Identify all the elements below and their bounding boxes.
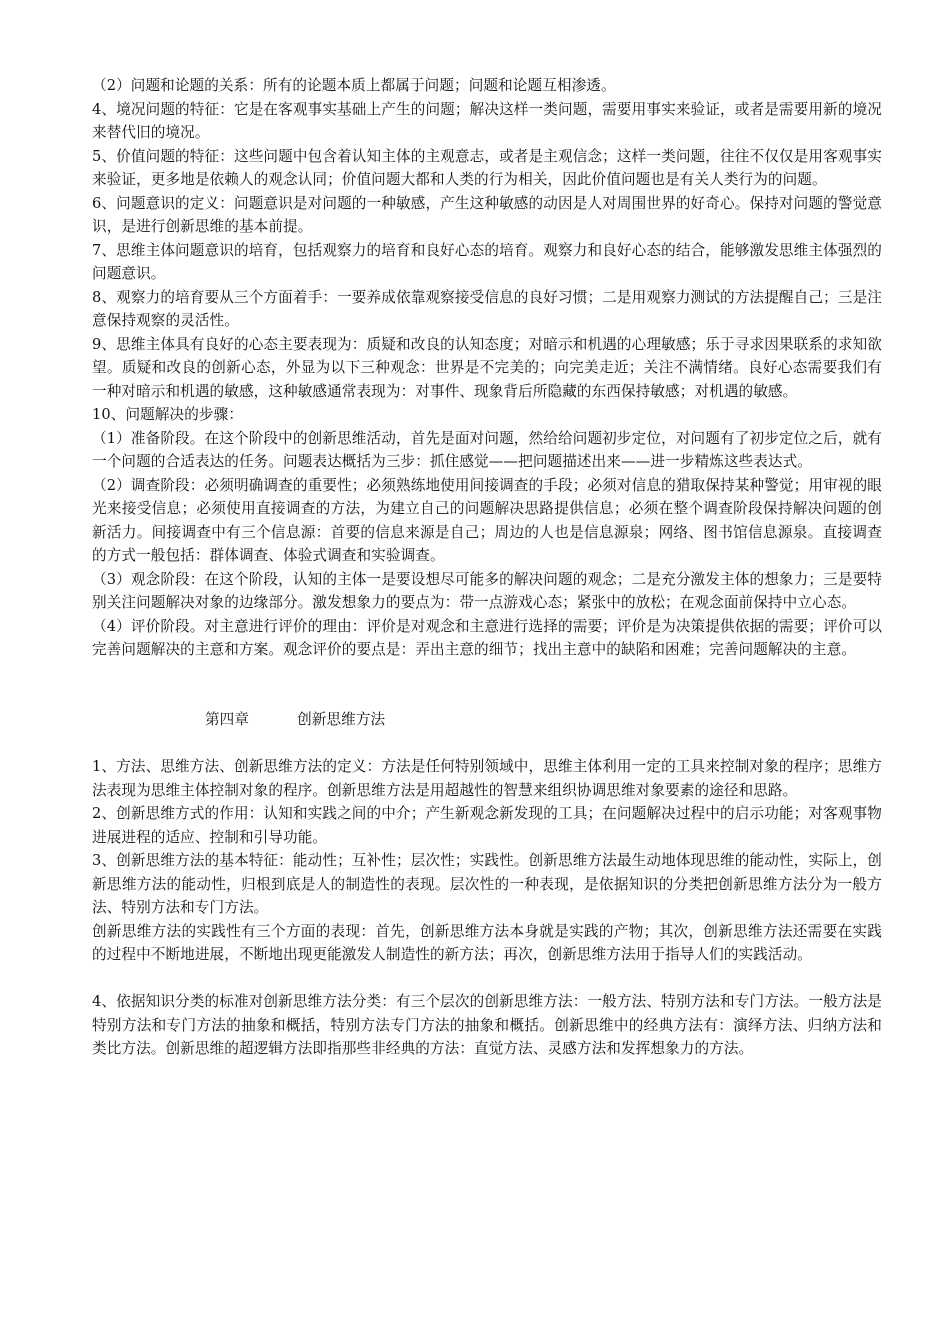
chapter-number: 第四章 (204, 711, 250, 728)
paragraph: 8、观察力的培育要从三个方面着手：一要养成依靠观察接受信息的良好习惯；二是用观察力测试的方法提醒自己；三是注意保持观察的灵活性。 (92, 288, 882, 329)
paragraph: 1、方法、思维方法、创新思维方法的定义：方法是任何特别领域中，思维主体利用一定的工具来控制对象的程序；思维方法表现为思维主体控制对象的程序。创新思维方法是用超越性的智慧来组织协调思维对象要素的途径和思路。 (92, 758, 882, 799)
paragraph: 7、思维主体问题意识的培育，包括观察力的培育和良好心态的培育。观察力和良好心态的结合，能够激发思维主体强烈的问题意识。 (92, 241, 882, 282)
paragraph: 6、问题意识的定义：问题意识是对问题的一种敏感，产生这种敏感的动因是人对周围世界的好奇心。保持对问题的警觉意识，是进行创新思维的基本前提。 (92, 194, 882, 235)
paragraph: （2）问题和论题的关系：所有的论题本质上都属于问题；问题和论题互相渗透。 (92, 77, 616, 94)
section-problem-solving (92, 74, 882, 662)
paragraph: 4、依据知识分类的标准对创新思维方法分类：有三个层次的创新思维方法：一般方法、特别方法和专门方法。一般方法是特别方法和专门方法的抽象和概括，特别方法专门方法的抽象和概括。创新思维中的经典方法有：演绎方法、归纳方法和类比方法。创新思维的超逻辑方法即指那些非经典的方法：直觉方法、灵感方法和发挥想象力的方法。 (92, 993, 882, 1057)
paragraph: 创新思维方法的实践性有三个方面的表现：首先，创新思维方法本身就是实践的产物；其次，创新思维方法还需要在实践的过程中不断地进展，不断地出现更能激发人制造性的新方法；再次，创新思维方法用于指导人们的实践活动。 (92, 922, 882, 963)
paragraph: （2）调查阶段：必须明确调查的重要性；必须熟练地使用间接调查的手段；必须对信息的猎取保持某种警觉；用审视的眼光来接受信息；必须使用直接调查的方法，为建立自己的问题解决思路提供信息；必须在整个调查阶段保持解决问题的创新活力。间接调查中有三个信息源：首要的信息来源是自己；周边的人也是信息源泉；网络、图书馆信息源泉。直接调查的方式一般包括：群体调查、体验式调查和实验调查。 (92, 476, 882, 564)
blank-line (92, 967, 882, 991)
chapter-heading (92, 685, 882, 756)
paragraph: 3、创新思维方法的基本特征：能动性；互补性；层次性；实践性。创新思维方法最生动地体现思维的能动性，实际上，创新思维方法的能动性，归根到底是人的制造性的表现。层次性的一种表现，是依据知识的分类把创新思维方法分为一般方法、特别方法和专门方法。 (92, 852, 882, 916)
chapter-title: 创新思维方法 (297, 711, 386, 728)
paragraph: 9、思维主体具有良好的心态主要表现为：质疑和改良的认知态度；对暗示和机遇的心理敏感；乐于寻求因果联系的求知欲望。质疑和改良的创新心态，外显为以下三种观念：世界是不完美的；向完美走近；关注不满情绪。良好心态需要我们有一种对暗示和机遇的敏感，这种敏感通常表现为：对事件、现象背后所隐藏的东西保持敏感；对机遇的敏感。 (92, 335, 882, 400)
paragraph: （1）准备阶段。在这个阶段中的创新思维活动，首先是面对问题，然给给问题初步定位，对问题有了初步定位之后，就有一个问题的合适表达的任务。问题表达概括为三步：抓住感觉——把问题描述出来——进一步精炼这些表达式。 (92, 429, 882, 470)
section-methods (92, 755, 882, 967)
paragraph: （4）评价阶段。对主意进行评价的理由：评价是对观念和主意进行选择的需要；评价是为决策提供依据的需要；评价可以完善问题解决的主意和方案。观念评价的要点是：弄出主意的细节；找出主意中的缺陷和困难；完善问题解决的主意。 (92, 617, 882, 658)
paragraph: 2、创新思维方式的作用：认知和实践之间的中介；产生新观念新发现的工具；在问题解决过程中的启示功能；对客观事物进展进程的适应、控制和引导功能。 (92, 805, 882, 846)
section-classification (92, 990, 882, 1061)
paragraph: 4、境况问题的特征：它是在客观事实基础上产生的问题；解决这样一类问题，需要用事实来验证，或者是需要用新的境况来替代旧的境况。 (92, 100, 882, 141)
paragraph: （3）观念阶段：在这个阶段，认知的主体一是要设想尽可能多的解决问题的观念；二是充分激发主体的想象力；三是要特别关注问题解决对象的边缘部分。激发想象力的要点为：带一点游戏心态；紧张中的放松；在观念面前保持中立心态。 (92, 570, 882, 611)
paragraph: 5、价值问题的特征：这些问题中包含着认知主体的主观意志，或者是主观信念；这样一类问题，往往不仅仅是用客观事实来验证，更多地是依赖人的观念认同；价值问题大都和人类的行为相关，因此价值问题也是有关人类行为的问题。 (92, 147, 882, 188)
document-page (92, 74, 882, 1061)
paragraph: 10、问题解决的步骤： (92, 406, 244, 423)
